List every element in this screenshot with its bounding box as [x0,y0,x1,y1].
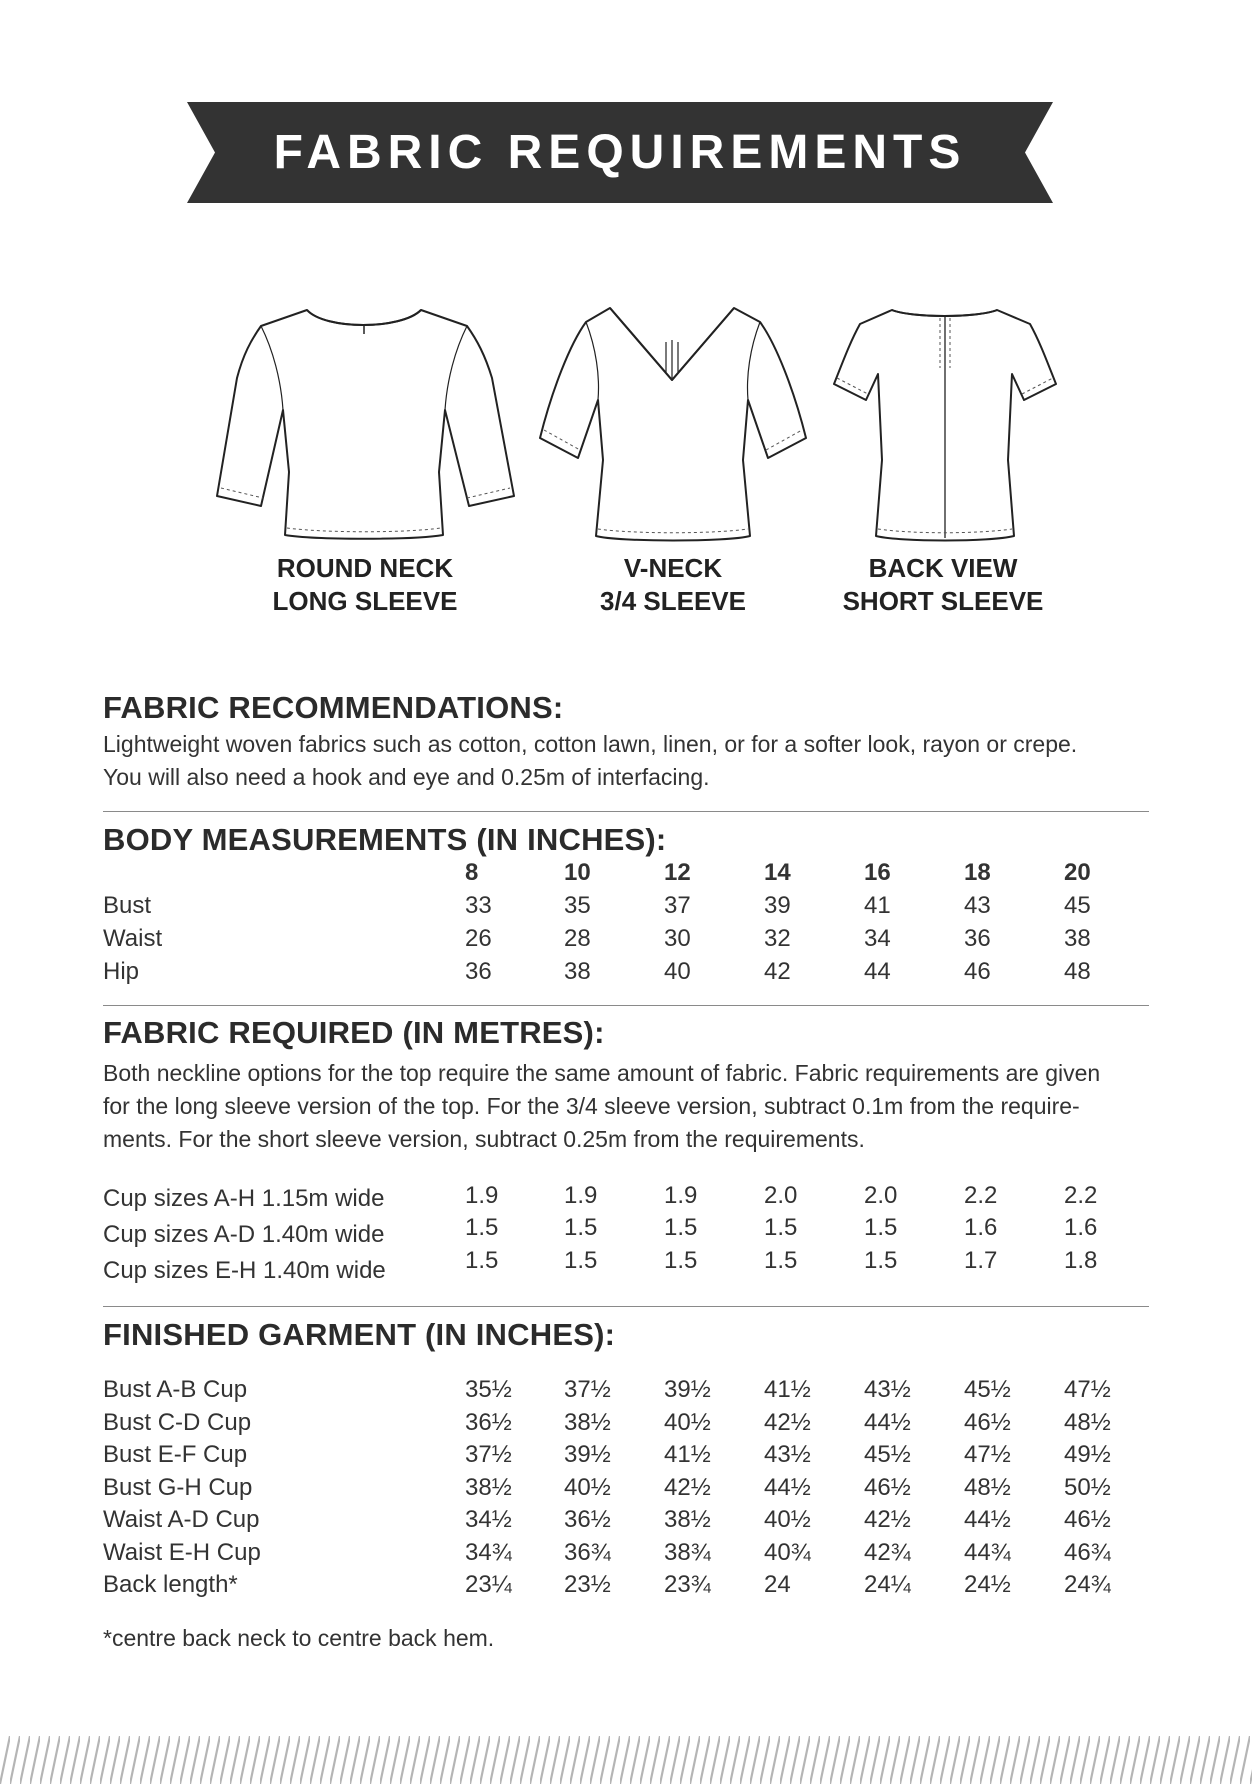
table-cell: 36¾ [564,1539,611,1566]
page-title: FABRIC REQUIREMENTS [273,126,967,179]
table-cell: 38 [1064,925,1091,952]
table-cell: 43 [964,892,991,919]
table-cell: 23¼ [465,1571,512,1598]
row-label: Bust [103,892,152,919]
table-cell: 40½ [564,1474,611,1501]
table-cell: 38½ [465,1474,512,1501]
table-cell: 32 [764,925,791,952]
table-cell: 1.5 [764,1214,798,1241]
table-cell: 44½ [964,1506,1011,1533]
divider [103,1306,1149,1307]
table-cell: 38 [564,958,591,985]
table-cell: 33 [465,892,492,919]
row-label: Cup sizes A-D 1.40m wide [103,1221,385,1248]
table-cell: 1.5 [664,1247,698,1274]
table-cell: 1.5 [465,1214,499,1241]
table-cell: 1.5 [564,1247,598,1274]
table-cell: 1.5 [664,1214,698,1241]
table-row [103,925,1149,958]
size-label: 20 [1064,859,1091,886]
table-cell: 2.0 [864,1182,898,1209]
table-cell: 46½ [1064,1506,1111,1533]
table-cell: 36 [964,925,991,952]
table-cell: 23¾ [664,1571,711,1598]
v-neck-three-quarter-sleeve-illustration [538,300,808,545]
table-cell: 46¾ [1064,1539,1111,1566]
back-view-short-sleeve-illustration [832,300,1057,545]
table-cell: 35½ [465,1376,512,1403]
table-cell: 1.7 [964,1247,998,1274]
table-cell: 43½ [764,1441,811,1468]
table-cell: 41½ [664,1441,711,1468]
table-row [103,1247,1149,1290]
table-cell: 42 [764,958,791,985]
table-cell: 45½ [964,1376,1011,1403]
row-label: Waist A-D Cup [103,1506,260,1533]
table-cell: 1.5 [864,1214,898,1241]
table-cell: 24½ [964,1571,1011,1598]
section-heading: FABRIC REQUIRED (IN METRES): [103,1015,605,1050]
table-cell: 38½ [664,1506,711,1533]
table-cell: 44 [864,958,891,985]
row-label: Waist E-H Cup [103,1539,261,1566]
size-label: 8 [465,859,479,886]
section-heading: FABRIC RECOMMENDATIONS: [103,690,564,725]
table-cell: 42½ [664,1474,711,1501]
title-banner [187,102,1053,203]
table-cell: 34½ [465,1506,512,1533]
garment-views [0,300,1252,630]
table-row [103,958,1149,991]
table-cell: 39½ [664,1376,711,1403]
table-cell: 1.5 [764,1247,798,1274]
table-cell: 46½ [864,1474,911,1501]
table-cell: 34 [864,925,891,952]
body-measurements-section [103,822,1149,858]
table-cell: 1.6 [964,1214,998,1241]
finished-garment-section [103,1317,1149,1353]
table-cell: 42¾ [864,1539,911,1566]
table-cell: 40 [664,958,691,985]
table-cell: 48½ [1064,1409,1111,1436]
table-cell: 37½ [465,1441,512,1468]
table-cell: 28 [564,925,591,952]
table-cell: 42½ [764,1409,811,1436]
row-label: Bust A-B Cup [103,1376,248,1403]
size-label: 14 [764,859,791,886]
row-label: Hip [103,958,140,985]
table-cell: 1.5 [564,1214,598,1241]
table-cell: 37 [664,892,691,919]
table-cell: 48½ [964,1474,1011,1501]
table-cell: 26 [465,925,492,952]
row-label: Back length* [103,1571,238,1598]
table-cell: 46½ [964,1409,1011,1436]
table-cell: 40½ [764,1506,811,1533]
fabric-required-text: Both neckline options for the top require the same amount of fabric. Fabric requirements are given for the long sleeve version of the top. For the 3/4 sleeve version, subtract 0.1m from the require- ments. For the short sleeve version, subtract 0.25m from the requirements. [103,1060,1101,1152]
fabric-required-section [103,1015,1149,1156]
size-label: 16 [864,859,891,886]
table-cell: 39 [764,892,791,919]
table-cell: 45½ [864,1441,911,1468]
table-cell: 35 [564,892,591,919]
table-cell: 36½ [465,1409,512,1436]
table-cell: 47½ [1064,1376,1111,1403]
table-row [103,892,1149,925]
table-row [103,1409,1149,1442]
table-cell: 44½ [764,1474,811,1501]
divider [103,811,1149,812]
table-cell: 38¾ [664,1539,711,1566]
table-cell: 2.2 [1064,1182,1098,1209]
footnote: *centre back neck to centre back hem. [103,1625,495,1651]
table-cell: 24¼ [864,1571,911,1598]
table-cell: 43½ [864,1376,911,1403]
round-neck-long-sleeve-illustration [215,300,515,545]
table-row [103,1571,1149,1604]
table-row [103,1441,1149,1474]
table-cell: 37½ [564,1376,611,1403]
table-cell: 24¾ [1064,1571,1111,1598]
row-label: Cup sizes E-H 1.40m wide [103,1257,386,1284]
garment-label-back-view: BACK VIEW SHORT SLEEVE [842,553,1044,616]
table-cell: 40½ [664,1409,711,1436]
decorative-stripe-border [0,1736,1252,1784]
recommendations-text: Lightweight woven fabrics such as cotton, cotton lawn, linen, or for a softer look, rayon or crepe. You will also need a hook and eye and 0.25m of interfacing. [103,731,1078,790]
garment-label-round-neck: ROUND NECK LONG SLEEVE [272,553,458,616]
size-header-row [103,859,1149,892]
table-cell: 44½ [864,1409,911,1436]
table-cell: 42½ [864,1506,911,1533]
row-label: Bust C-D Cup [103,1409,252,1436]
table-cell: 1.5 [864,1247,898,1274]
size-label: 18 [964,859,991,886]
size-label: 10 [564,859,591,886]
table-cell: 1.8 [1064,1247,1098,1274]
section-heading: FINISHED GARMENT (IN INCHES): [103,1317,616,1352]
table-cell: 30 [664,925,691,952]
table-row [103,1539,1149,1572]
table-cell: 36 [465,958,492,985]
table-cell: 48 [1064,958,1091,985]
table-cell: 2.2 [964,1182,998,1209]
divider [103,1005,1149,1006]
table-cell: 2.0 [764,1182,798,1209]
row-label: Cup sizes A-H 1.15m wide [103,1185,385,1212]
garment-label-v-neck: V-NECK 3/4 SLEEVE [600,553,746,616]
table-cell: 40¾ [764,1539,811,1566]
table-cell: 39½ [564,1441,611,1468]
table-cell: 44¾ [964,1539,1011,1566]
table-cell: 45 [1064,892,1091,919]
table-cell: 41½ [764,1376,811,1403]
table-cell: 34¾ [465,1539,512,1566]
table-cell: 1.5 [465,1247,499,1274]
table-cell: 36½ [564,1506,611,1533]
table-cell: 46 [964,958,991,985]
table-cell: 1.9 [664,1182,698,1209]
table-cell: 49½ [1064,1441,1111,1468]
table-cell: 1.6 [1064,1214,1098,1241]
table-cell: 38½ [564,1409,611,1436]
table-cell: 50½ [1064,1474,1111,1501]
table-cell: 23½ [564,1571,611,1598]
table-row [103,1506,1149,1539]
table-row [103,1376,1149,1409]
table-cell: 24 [764,1571,791,1598]
row-label: Bust E-F Cup [103,1441,248,1468]
section-heading: BODY MEASUREMENTS (IN INCHES): [103,822,667,857]
size-label: 12 [664,859,691,886]
row-label: Waist [103,925,163,952]
fabric-recommendations-section [103,690,1149,794]
table-cell: 1.9 [465,1182,499,1209]
table-cell: 1.9 [564,1182,598,1209]
table-row [103,1474,1149,1507]
table-cell: 41 [864,892,891,919]
table-cell: 47½ [964,1441,1011,1468]
row-label: Bust G-H Cup [103,1474,253,1501]
